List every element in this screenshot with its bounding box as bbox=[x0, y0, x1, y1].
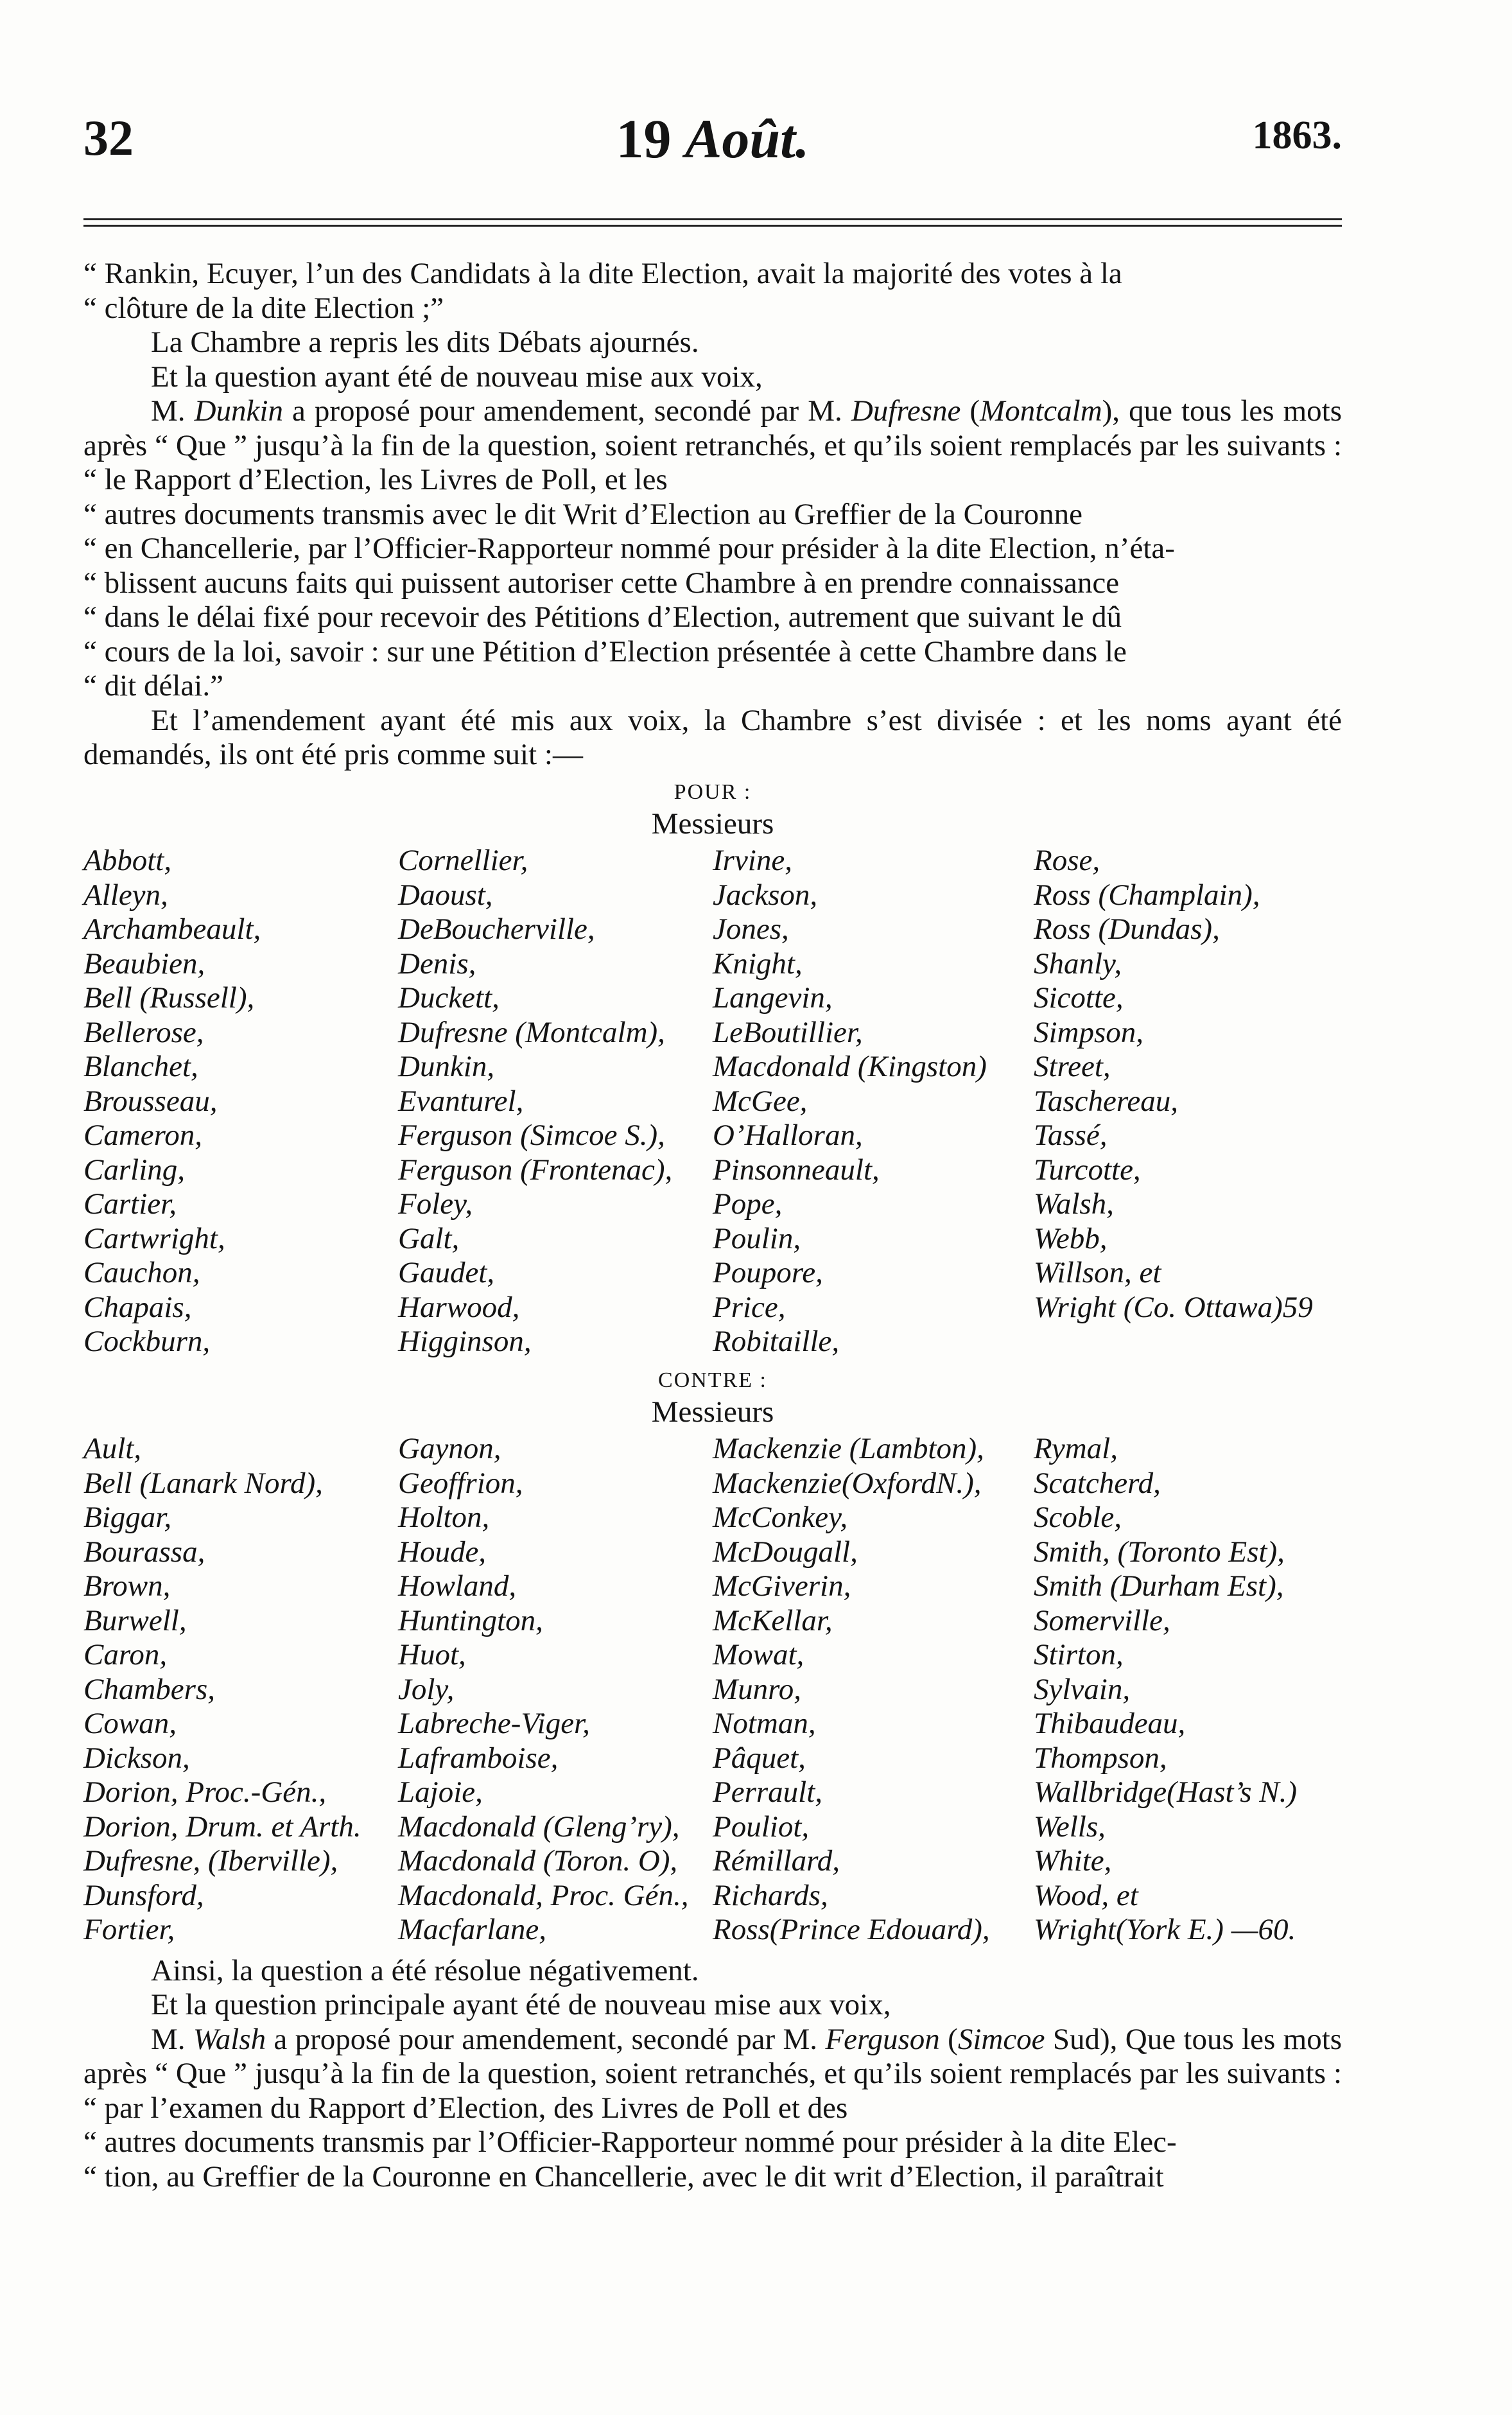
document-body bbox=[83, 257, 1342, 2194]
contre-member-name: Lajoie, bbox=[398, 1775, 483, 1809]
pour-member-name: Cartwright, bbox=[83, 1221, 225, 1255]
pour-subheading: Messieurs bbox=[651, 806, 774, 841]
pour-member-name: LeBoutillier, bbox=[713, 1015, 863, 1049]
seconder-name: Dufresne bbox=[851, 394, 961, 428]
contre-member-name: Richards, bbox=[713, 1878, 828, 1912]
pour-member-name: Poupore, bbox=[713, 1256, 823, 1289]
debates-resumed: La Chambre a repris les dits Débats ajournés. bbox=[151, 326, 699, 359]
contre-member-name: Perrault, bbox=[713, 1775, 823, 1809]
contre-member-name: Wallbridge(Hast’s N.) bbox=[1034, 1775, 1297, 1809]
contre-member-name: Wood, et bbox=[1034, 1878, 1138, 1912]
contre-member-name: Laframboise, bbox=[398, 1741, 559, 1775]
pour-member-name: Cockburn, bbox=[83, 1325, 211, 1358]
contre-member-name: Holton, bbox=[398, 1501, 490, 1534]
pour-member-name bbox=[1034, 1325, 1342, 1359]
pour-member-name: Evanturel, bbox=[398, 1084, 524, 1118]
pour-member-name: Price, bbox=[713, 1290, 786, 1324]
pour-member-name: Bell (Russell), bbox=[83, 981, 255, 1015]
mover-name: Dunkin bbox=[194, 394, 283, 428]
header-rule-bottom bbox=[83, 225, 1342, 227]
contre-member-name: Stirton, bbox=[1034, 1638, 1124, 1671]
contre-member-name: Huot, bbox=[398, 1638, 466, 1671]
pour-member-name: Blanchet, bbox=[83, 1050, 198, 1083]
pour-member-name: Irvine, bbox=[713, 844, 792, 877]
pour-member-name: Macdonald (Kingston) bbox=[713, 1050, 987, 1083]
contre-member-name: Macdonald, Proc. Gén., bbox=[398, 1878, 689, 1912]
pour-member-name: Street, bbox=[1034, 1050, 1111, 1083]
amendment-quote-line: “ autres documents transmis avec le dit Writ d’Election au Greffier de la Couronne bbox=[83, 497, 1082, 531]
pour-member-name: Daoust, bbox=[398, 878, 493, 912]
pour-member-name: Pinsonneault, bbox=[713, 1153, 880, 1187]
contre-member-name: Munro, bbox=[713, 1672, 801, 1706]
contre-member-name: Sylvain, bbox=[1034, 1672, 1131, 1706]
page-header bbox=[83, 109, 1342, 180]
contre-member-name: Macdonald (Toron. O), bbox=[398, 1844, 678, 1878]
amendment-quote-line: “ dit délai.” bbox=[83, 669, 223, 702]
contre-member-name: Dickson, bbox=[83, 1741, 190, 1775]
division-text: Et l’amendement ayant été mis aux voix, la Chambre s’est divisée : et les noms ayant été demandés, ils ont été pris comme suit :— bbox=[83, 703, 1342, 771]
pour-member-name: Dunkin, bbox=[398, 1050, 495, 1083]
pour-member-name: Taschereau, bbox=[1034, 1084, 1178, 1118]
contre-member-name: Pouliot, bbox=[713, 1809, 810, 1844]
pour-member-name: Abbott, bbox=[83, 844, 172, 877]
pour-member-name: Walsh, bbox=[1034, 1187, 1114, 1221]
pour-member-name: Jackson, bbox=[713, 878, 818, 912]
pour-member-name: Knight, bbox=[713, 946, 803, 981]
contre-member-name: Macdonald (Gleng’ry), bbox=[398, 1809, 680, 1844]
contre-member-name: Pâquet, bbox=[713, 1741, 806, 1775]
contre-member-name: Wells, bbox=[1034, 1809, 1106, 1844]
contre-subheading: Messieurs bbox=[651, 1395, 774, 1429]
amendment-quote-line: “ blissent aucuns faits qui puissent autoriser cette Chambre à en prendre connaissance bbox=[83, 566, 1120, 600]
contre-member-name: Labreche-Viger, bbox=[398, 1707, 590, 1740]
pour-member-name: Simpson, bbox=[1034, 1015, 1144, 1049]
pour-member-name: Jones, bbox=[713, 912, 789, 946]
contre-member-name: Geoffrion, bbox=[398, 1466, 523, 1500]
contre-member-name: Scoble, bbox=[1034, 1501, 1122, 1534]
pour-vote-list bbox=[83, 844, 1342, 1359]
pour-member-name: Dufresne (Montcalm), bbox=[398, 1015, 665, 1049]
contre-member-name: Mackenzie(OxfordN.), bbox=[713, 1466, 982, 1500]
amendment-quote-line: “ en Chancellerie, par l’Officier-Rapporteur nommé pour présider à la dite Election, n’éta- bbox=[83, 532, 1175, 565]
intro-line-2: “ clôture de la dite Election ;” bbox=[83, 291, 444, 325]
contre-vote-list bbox=[83, 1432, 1342, 1948]
pour-member-name: Robitaille, bbox=[713, 1325, 840, 1358]
contre-member-name: Macfarlane, bbox=[398, 1913, 547, 1946]
contre-heading: CONTRE : bbox=[658, 1368, 767, 1392]
contre-member-name: Smith, (Toronto Est), bbox=[1034, 1535, 1285, 1569]
contre-member-name: Rymal, bbox=[1034, 1432, 1118, 1465]
contre-member-name: Somerville, bbox=[1034, 1603, 1170, 1637]
contre-member-name: Scatcherd, bbox=[1034, 1466, 1161, 1500]
contre-member-name: McGiverin, bbox=[713, 1569, 851, 1603]
contre-member-name: Dunsford, bbox=[83, 1878, 204, 1912]
contre-member-name: Houde, bbox=[398, 1535, 487, 1569]
contre-member-name: White, bbox=[1034, 1844, 1112, 1878]
contre-member-name: Ross(Prince Edouard), bbox=[713, 1913, 990, 1946]
mover-name: Walsh bbox=[193, 2022, 266, 2056]
pour-member-name: Ross (Dundas), bbox=[1034, 912, 1220, 946]
amendment-quote-line: “ autres documents transmis par l’Officier-Rapporteur nommé pour présider à la dite Elec- bbox=[83, 2125, 1177, 2159]
date-day: 19 bbox=[616, 108, 672, 170]
contre-member-name: Dorion, Drum. et Arth. bbox=[83, 1809, 361, 1844]
pour-member-name: Chapais, bbox=[83, 1290, 192, 1324]
pour-member-name: Duckett, bbox=[398, 981, 500, 1015]
contre-member-name: Bell (Lanark Nord), bbox=[83, 1466, 323, 1500]
pour-member-name: Archambeault, bbox=[83, 912, 261, 946]
contre-member-name: Mowat, bbox=[713, 1638, 804, 1671]
pour-member-name: DeBoucherville, bbox=[398, 912, 595, 946]
contre-member-name: Thibaudeau, bbox=[1034, 1707, 1186, 1740]
contre-member-name: Burwell, bbox=[83, 1603, 187, 1637]
pour-member-name: Carling, bbox=[83, 1153, 186, 1187]
page-date bbox=[83, 107, 1342, 171]
amendment-quote-line: “ dans le délai fixé pour recevoir des Pétitions d’Election, autrement que suivant le dû bbox=[83, 600, 1122, 634]
contre-member-name: Chambers, bbox=[83, 1672, 215, 1706]
pour-member-name: Higginson, bbox=[398, 1325, 532, 1358]
pour-member-name: Foley, bbox=[398, 1187, 473, 1221]
contre-member-name: Mackenzie (Lambton), bbox=[713, 1432, 984, 1465]
pour-member-name: Wright (Co. Ottawa)59 bbox=[1034, 1290, 1313, 1324]
pour-member-name: Galt, bbox=[398, 1221, 460, 1255]
page-year: 1863. bbox=[1252, 114, 1342, 157]
pour-member-name: Ross (Champlain), bbox=[1034, 878, 1260, 912]
pour-member-name: Cornellier, bbox=[398, 844, 528, 877]
pour-member-name: Cameron, bbox=[83, 1119, 202, 1152]
pour-member-name: Willson, et bbox=[1034, 1256, 1161, 1289]
pour-member-name: Ferguson (Frontenac), bbox=[398, 1153, 673, 1187]
pour-member-name: Denis, bbox=[398, 946, 476, 981]
contre-member-name: Brown, bbox=[83, 1569, 171, 1603]
contre-member-name: Caron, bbox=[83, 1638, 168, 1671]
pour-member-name: Gaudet, bbox=[398, 1256, 495, 1289]
contre-member-name: Rémillard, bbox=[713, 1844, 840, 1878]
date-month: Août. bbox=[684, 108, 810, 170]
contre-member-name: Notman, bbox=[713, 1707, 816, 1740]
pour-member-name: Turcotte, bbox=[1034, 1153, 1141, 1187]
contre-member-name: Thompson, bbox=[1034, 1741, 1167, 1775]
pour-member-name: Alleyn, bbox=[83, 878, 168, 912]
contre-member-name: Dufresne, (Iberville), bbox=[83, 1844, 338, 1878]
pour-member-name: O’Halloran, bbox=[713, 1119, 863, 1152]
main-question-text: Et la question principale ayant été de nouveau mise aux voix, bbox=[151, 1988, 891, 2021]
contre-member-name: Dorion, Proc.-Gén., bbox=[83, 1775, 327, 1809]
seconder-name: Ferguson bbox=[825, 2022, 940, 2056]
contre-member-name: Howland, bbox=[398, 1569, 517, 1603]
pour-member-name: Tassé, bbox=[1034, 1119, 1108, 1152]
intro-line-1: “ Rankin, Ecuyer, l’un des Candidats à la dite Election, avait la majorité des votes à la bbox=[83, 257, 1122, 290]
contre-member-name: McKellar, bbox=[713, 1603, 833, 1637]
pour-member-name: Pope, bbox=[713, 1187, 783, 1221]
pour-member-name: Harwood, bbox=[398, 1290, 520, 1324]
amendment-walsh: M. Walsh a proposé pour amendement, secondé par M. Ferguson (Simcoe Sud), Que tous les mots après “ Que ” jusqu’à la fin de la question, soient retranchés, et qu’ils soient remplacés par les suivants : “ par l’examen du Rapport d’Election, des Livres de Poll et des bbox=[83, 2022, 1343, 2125]
contre-member-name: McConkey, bbox=[713, 1501, 848, 1534]
pour-heading: POUR : bbox=[673, 780, 752, 804]
pour-member-name: Cartier, bbox=[83, 1187, 177, 1221]
pour-member-name: Cauchon, bbox=[83, 1256, 200, 1289]
pour-member-name: Langevin, bbox=[713, 981, 833, 1015]
pour-member-name: Shanly, bbox=[1034, 946, 1122, 981]
contre-member-name: Biggar, bbox=[83, 1501, 172, 1534]
pour-member-name: Bellerose, bbox=[83, 1015, 204, 1049]
contre-member-name: Bourassa, bbox=[83, 1535, 205, 1569]
page-number: 32 bbox=[83, 110, 134, 166]
pour-member-name: Ferguson (Simcoe S.), bbox=[398, 1119, 665, 1152]
pour-member-name: Brousseau, bbox=[83, 1084, 218, 1118]
pour-member-name: Poulin, bbox=[713, 1221, 801, 1255]
amendment-quote-line: “ tion, au Greffier de la Couronne en Chancellerie, avec le dit writ d’Election, il paraîtrait bbox=[83, 2159, 1164, 2193]
question-put: Et la question ayant été de nouveau mise aux voix, bbox=[151, 360, 763, 394]
contre-member-name: Joly, bbox=[398, 1672, 455, 1706]
amendment-dunkin: M. Dunkin a proposé pour amendement, secondé par M. Dufresne (Montcalm), que tous les mots après “ Que ” jusqu’à la fin de la question, soient retranchés, et qu’ils soient remplacés par les suivants : “ le Rapport d’Election, les Livres de Poll, et les bbox=[83, 394, 1342, 496]
contre-member-name: Smith (Durham Est), bbox=[1034, 1569, 1284, 1603]
contre-member-name: Wright(York E.) —60. bbox=[1034, 1913, 1296, 1946]
result-text: Ainsi, la question a été résolue négativement. bbox=[151, 1953, 699, 1987]
contre-member-name: Ault, bbox=[83, 1432, 142, 1465]
header-rule-top bbox=[83, 218, 1342, 220]
pour-member-name: Beaubien, bbox=[83, 946, 205, 981]
pour-member-name: Sicotte, bbox=[1034, 981, 1124, 1015]
contre-member-name: Gaynon, bbox=[398, 1432, 501, 1465]
amendment-quote-line: “ cours de la loi, savoir : sur une Pétition d’Election présentée à cette Chambre dans le bbox=[83, 634, 1127, 668]
contre-member-name: McDougall, bbox=[713, 1535, 858, 1569]
pour-member-name: McGee, bbox=[713, 1084, 808, 1118]
contre-member-name: Fortier, bbox=[83, 1913, 175, 1946]
pour-member-name: Rose, bbox=[1034, 844, 1100, 877]
contre-member-name: Huntington, bbox=[398, 1603, 543, 1637]
pour-member-name: Webb, bbox=[1034, 1221, 1108, 1255]
contre-member-name: Cowan, bbox=[83, 1707, 177, 1740]
